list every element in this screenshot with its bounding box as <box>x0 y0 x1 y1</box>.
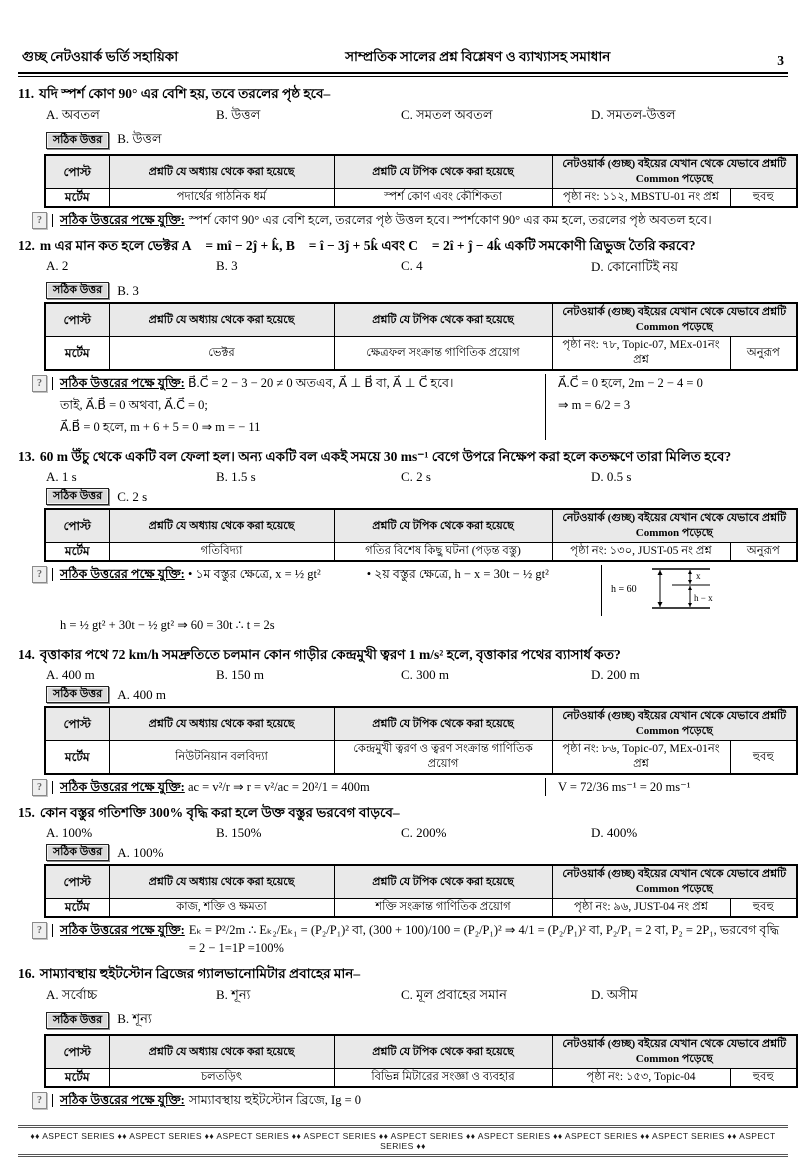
table-post-label: মর্টেম <box>45 899 109 918</box>
question-body: কোন বস্তুর গতিশক্তি 300% বৃদ্ধি করা হলে উক্ত বস্তুর ভরবেগ বাড়বে– <box>39 805 400 820</box>
question-number: 15. <box>18 805 35 820</box>
table-source-cell: পৃষ্ঠা নং: ৭৮, Topic-07, MEx-01নং প্রশ্ন <box>552 337 730 371</box>
table-source-header: নেটওয়ার্ক (গুচ্ছ) বইয়ের যেখান থেকে যেভাবে প্রশ্নটি Common পড়েছে <box>552 303 797 337</box>
table-post-label: মর্টেম <box>45 741 109 775</box>
reasoning-bullet-1: • ১ম বস্তুর ক্ষেত্রে, x = ½ gt² <box>187 567 321 581</box>
table-common-cell: হুবহু <box>730 741 797 775</box>
option-c: C. মূল প্রবাহের সমান <box>401 987 507 1002</box>
reasoning-text: সাম্যাবস্থায় হুইটস্টোন ব্রিজে, Ig = 0 <box>188 1093 361 1107</box>
figure-hx-label: h − x <box>693 593 713 603</box>
divider-mark <box>52 214 53 227</box>
table-topic-cell: বিভিন্ন মিটারের সংজ্ঞা ও ব্যবহার <box>334 1069 552 1088</box>
option-d: D. কোনোটিই নয় <box>591 259 679 274</box>
option-c: C. সমতল অবতল <box>401 107 493 122</box>
option-a: A. সর্বোচ্চ <box>46 987 98 1002</box>
question-body: যদি স্পর্শ কোণ 90° এর বেশি হয়, তবে তরলের পৃষ্ঠ হবে– <box>39 86 331 101</box>
page-header <box>18 46 788 72</box>
correct-answer-badge: সঠিক উত্তর <box>46 844 109 861</box>
correct-answer-badge: সঠিক উত্তর <box>46 132 109 149</box>
reasoning-left-column <box>60 778 535 796</box>
question-16 <box>18 964 788 1109</box>
reasoning-columns <box>60 374 788 440</box>
reasoning-right-column <box>545 374 788 440</box>
reasoning-label: সঠিক উত্তরের পক্ষে যুক্তি: <box>60 567 185 581</box>
footer-series-text: ♦♦ ASPECT SERIES ♦♦ ASPECT SERIES ♦♦ ASPECT SERIES ♦♦ ASPECT SERIES ♦♦ ASPECT SERIES ♦♦ ASPECT SERIES ♦♦ ASPECT SERIES ♦♦ ASPECT SERIES ♦♦ ASPECT SERIES ♦♦ <box>30 1131 776 1151</box>
table-chapter-header: প্রশ্নটি যে অধ্যায় থেকে করা হয়েছে <box>109 707 334 741</box>
fall-diagram <box>601 565 722 616</box>
option-b: B. 3 <box>216 258 238 273</box>
reasoning-label: সঠিক উত্তরের পক্ষে যুক্তি: <box>60 780 185 794</box>
question-number: 13. <box>18 449 35 464</box>
correct-answer-badge: সঠিক উত্তর <box>46 282 109 299</box>
options-row <box>46 825 788 841</box>
reasoning-block <box>32 921 788 957</box>
table-common-cell: হুবহু <box>730 1069 797 1088</box>
option-b: B. উত্তল <box>216 107 261 122</box>
table-common-cell: হুবহু <box>730 189 797 208</box>
table-source-header: নেটওয়ার্ক (গুচ্ছ) বইয়ের যেখান থেকে যেভাবে প্রশ্নটি Common পড়েছে <box>552 1035 797 1069</box>
option-b: B. 150% <box>216 825 262 840</box>
reasoning-bullet-2: • ২য় বস্তুর ক্ষেত্রে, h − x = 30t − ½ gt² <box>366 567 549 581</box>
table-chapter-cell: পদার্থের গাঠনিক ধর্ম <box>109 189 334 208</box>
table-topic-header: প্রশ্নটি যে টপিক থেকে করা হয়েছে <box>334 1035 552 1069</box>
reasoning-text: ac = v²/r ⇒ r = v²/ac = 20²/1 = 400m <box>187 780 370 794</box>
footer-rule-top-1 <box>18 1125 788 1126</box>
table-chapter-cell: ভেক্টর <box>109 337 334 371</box>
header-rule-thin <box>18 76 788 77</box>
reasoning-label: সঠিক উত্তরের পক্ষে যুক্তি: <box>60 923 185 937</box>
table-post-label: মর্টেম <box>45 189 109 208</box>
divider-mark <box>52 568 53 581</box>
reasoning-line: তাই, A⃗.B⃗ = 0 অথবা, A⃗.C⃗ = 0; <box>60 398 208 412</box>
reasoning-block <box>32 374 788 440</box>
question-meta-table <box>44 154 798 208</box>
question-text <box>18 84 788 103</box>
question-11 <box>18 84 788 229</box>
table-topic-cell: কেন্দ্রমুখী ত্বরণ ও ত্বরণ সংক্রান্ত গাণিতিক প্রয়োগ <box>334 741 552 775</box>
reasoning-final-line: h = ½ gt² + 30t − ½ gt² ⇒ 60 = 30t ∴ t = 2s <box>60 618 275 632</box>
question-meta-table <box>44 1034 798 1088</box>
table-chapter-header: প্রশ্নটি যে অধ্যায় থেকে করা হয়েছে <box>109 303 334 337</box>
question-body: 60 m উঁচু থেকে একটি বল ফেলা হল। অন্য একটি বল একই সময়ে 30 ms⁻¹ বেগে উপরে নিক্ষেপ করা হলে কতক্ষণে তারা মিলিত হবে? <box>39 449 732 464</box>
question-14 <box>18 645 788 796</box>
table-post-header: পোস্ট <box>45 865 109 899</box>
option-d: D. অসীম <box>591 987 638 1002</box>
reasoning-block <box>32 778 788 796</box>
answer-row <box>46 488 788 505</box>
divider-mark <box>52 924 53 937</box>
answer-row <box>46 844 788 861</box>
question-13 <box>18 447 788 638</box>
options-row <box>46 258 788 279</box>
reasoning-line <box>60 374 535 392</box>
table-topic-cell: ক্ষেত্রফল সংক্রান্ত গাণিতিক প্রয়োগ <box>334 337 552 371</box>
table-topic-cell: শক্তি সংক্রান্ত গাণিতিক প্রয়োগ <box>334 899 552 918</box>
reasoning-text: Eₖ = P²/2m ∴ Eₖ₂/Eₖ₁ = (P₂/P₁)² বা, (300 + 100)/100 = (P₂/P₁)² ⇒ 4/1 = (P₂/P₁)² বা, P₂/P₁ = 2 বা, P₂ = 2P₁, ভরবেগ বৃদ্ধি = 2 − 1=1P =100% <box>188 923 780 955</box>
answer-text: B. 3 <box>117 282 139 298</box>
reasoning-line: A⃗.C⃗ = 0 হলে, 2m − 2 − 4 = 0 <box>558 376 703 390</box>
table-post-label: মর্টেম <box>45 543 109 562</box>
option-d: D. সমতল-উত্তল <box>591 107 676 122</box>
table-common-cell: অনুরূপ <box>730 337 797 371</box>
table-topic-header: প্রশ্নটি যে টপিক থেকে করা হয়েছে <box>334 303 552 337</box>
question-15 <box>18 803 788 957</box>
question-text <box>18 645 788 664</box>
table-source-cell: পৃষ্ঠা নং: ৮৬, Topic-07, MEx-01নং প্রশ্ন <box>552 741 730 775</box>
question-meta-table <box>44 706 798 775</box>
reasoning-block <box>32 565 788 638</box>
question-meta-table <box>44 864 798 918</box>
table-post-label: মর্টেম <box>45 337 109 371</box>
reasoning-line: A⃗.B⃗ = 0 হলে, m + 6 + 5 = 0 ⇒ m = − 11 <box>60 420 261 434</box>
table-topic-cell: স্পর্শ কোণ এবং কৌশিকতা <box>334 189 552 208</box>
table-chapter-header: প্রশ্নটি যে অধ্যায় থেকে করা হয়েছে <box>109 155 334 189</box>
table-chapter-header: প্রশ্নটি যে অধ্যায় থেকে করা হয়েছে <box>109 1035 334 1069</box>
table-chapter-cell: চলতড়িৎ <box>109 1069 334 1088</box>
question-text <box>18 803 788 822</box>
answer-text: A. 400 m <box>117 686 166 702</box>
option-c: C. 200% <box>401 825 447 840</box>
table-topic-header: প্রশ্নটি যে টপিক থেকে করা হয়েছে <box>334 707 552 741</box>
table-source-header: নেটওয়ার্ক (গুচ্ছ) বইয়ের যেখান থেকে যেভাবে প্রশ্নটি Common পড়েছে <box>552 707 797 741</box>
table-source-cell: পৃষ্ঠা নং: ১৩০, JUST-05 নং প্রশ্ন <box>552 543 730 562</box>
question-meta-table <box>44 508 798 562</box>
table-topic-cell: গতির বিশেষ কিছু ঘটনা (পড়ন্ত বস্তু) <box>334 543 552 562</box>
answer-text: A. 100% <box>117 844 164 860</box>
reasoning-left-column <box>60 374 535 440</box>
table-source-header: নেটওয়ার্ক (গুচ্ছ) বইয়ের যেখান থেকে যেভাবে প্রশ্নটি Common পড়েছে <box>552 865 797 899</box>
reasoning-label: সঠিক উত্তরের পক্ষে যুক্তি: <box>60 376 185 390</box>
table-topic-header: প্রশ্নটি যে টপিক থেকে করা হয়েছে <box>334 155 552 189</box>
question-text <box>18 236 788 255</box>
reasoning-label: সঠিক উত্তরের পক্ষে যুক্তি: <box>60 1093 185 1107</box>
question-meta-table <box>44 302 798 371</box>
question-number: 11. <box>18 86 35 101</box>
table-chapter-header: প্রশ্নটি যে অধ্যায় থেকে করা হয়েছে <box>109 865 334 899</box>
answer-text: B. উত্তল <box>117 131 162 146</box>
question-mark-icon: ? <box>32 922 47 939</box>
table-source-cell: পৃষ্ঠা নং: ১৫৩, Topic-04 <box>552 1069 730 1088</box>
correct-answer-badge: সঠিক উত্তর <box>46 488 109 505</box>
table-post-header: পোস্ট <box>45 155 109 189</box>
table-post-header: পোস্ট <box>45 707 109 741</box>
question-mark-icon: ? <box>32 212 47 229</box>
reasoning-line: ⇒ m = 6/2 = 3 <box>558 398 631 412</box>
options-row <box>46 106 788 127</box>
question-body: বৃত্তাকার পথে 72 km/h সমদ্রুতিতে চলমান কোন গাড়ীর কেন্দ্রমুখী ত্বরণ 1 m/s² হলে, বৃত্তাকার পথের ব্যাসার্ধ কত? <box>39 647 621 662</box>
fall-diagram-svg <box>610 565 722 611</box>
question-mark-icon: ? <box>32 375 47 392</box>
header-rule-thick <box>18 72 788 74</box>
table-post-header: পোস্ট <box>45 1035 109 1069</box>
answer-row <box>46 282 788 299</box>
table-common-cell: হুবহু <box>730 899 797 918</box>
divider-mark <box>52 377 53 390</box>
question-text <box>18 964 788 983</box>
question-body: সাম্যাবস্থায় হুইটস্টোন ব্রিজের গ্যালভানোমিটার প্রবাহের মান– <box>39 966 361 981</box>
reasoning-text: B⃗.C⃗ = 2 − 3 − 20 ≠ 0 অতএব, A⃗ ⊥ B⃗ বা, A⃗ ⊥ C⃗ হবে। <box>187 376 454 390</box>
reasoning-top-row <box>60 565 788 616</box>
table-chapter-header: প্রশ্নটি যে অধ্যায় থেকে করা হয়েছে <box>109 509 334 543</box>
question-number: 14. <box>18 647 35 662</box>
answer-row <box>46 130 788 151</box>
table-source-header: নেটওয়ার্ক (গুচ্ছ) বইয়ের যেখান থেকে যেভাবে প্রশ্নটি Common পড়েছে <box>552 155 797 189</box>
table-chapter-cell: গতিবিদ্যা <box>109 543 334 562</box>
figure-x-label: x <box>695 571 701 581</box>
option-d: D. 200 m <box>591 667 640 682</box>
question-body: m এর মান কত হলে ভেক্টর A⃗ = mî − 2ĵ + k̂, B⃗ = î − 3ĵ + 5k̂ এবং C⃗ = 2î + ĵ − 4k̂ একটি সমকোণী ত্রিভুজ তৈরি করবে? <box>39 238 696 253</box>
option-a: A. 1 s <box>46 469 77 484</box>
question-number: 12. <box>18 238 35 253</box>
reasoning-content <box>60 565 788 638</box>
table-source-cell: পৃষ্ঠা নং: ১১২, MBSTU-01 নং প্রশ্ন <box>552 189 730 208</box>
option-b: B. শূন্য <box>216 987 251 1002</box>
answer-text: B. শূন্য <box>117 1011 152 1026</box>
option-c: C. 2 s <box>401 469 431 484</box>
question-number: 16. <box>18 966 35 981</box>
option-c: C. 300 m <box>401 667 450 682</box>
options-row <box>46 986 788 1007</box>
table-post-label: মর্টেম <box>45 1069 109 1088</box>
correct-answer-badge: সঠিক উত্তর <box>46 686 109 703</box>
figure-h-label: h = 60 <box>610 584 637 595</box>
question-mark-icon: ? <box>32 779 47 796</box>
option-d: D. 400% <box>591 825 638 840</box>
option-a: A. 2 <box>46 258 69 273</box>
options-row <box>46 667 788 683</box>
option-d: D. 0.5 s <box>591 469 632 484</box>
options-row <box>46 469 788 485</box>
footer-rule-bottom-1 <box>18 1154 788 1155</box>
question-text <box>18 447 788 466</box>
table-source-header: নেটওয়ার্ক (গুচ্ছ) বইয়ের যেখান থেকে যেভাবে প্রশ্নটি Common পড়েছে <box>552 509 797 543</box>
question-mark-icon: ? <box>32 1092 47 1109</box>
correct-answer-badge: সঠিক উত্তর <box>46 1012 109 1029</box>
page-number: 3 <box>777 53 784 68</box>
table-topic-header: প্রশ্নটি যে টপিক থেকে করা হয়েছে <box>334 865 552 899</box>
option-b: B. 150 m <box>216 667 265 682</box>
question-mark-icon: ? <box>32 566 47 583</box>
table-source-cell: পৃষ্ঠা নং: ৯৬, JUST-04 নং প্রশ্ন <box>552 899 730 918</box>
header-left-title: গুচ্ছ নেটওয়ার্ক ভর্তি সহায়িকা <box>22 49 179 64</box>
answer-row <box>46 1010 788 1031</box>
table-topic-header: প্রশ্নটি যে টপিক থেকে করা হয়েছে <box>334 509 552 543</box>
reasoning-block <box>32 211 788 229</box>
table-post-header: পোস্ট <box>45 303 109 337</box>
table-chapter-cell: কাজ, শক্তি ও ক্ষমতা <box>109 899 334 918</box>
reasoning-label: সঠিক উত্তরের পক্ষে যুক্তি: <box>60 213 185 227</box>
reasoning-right-column: V = 72/36 ms⁻¹ = 20 ms⁻¹ <box>545 778 788 796</box>
table-post-header: পোস্ট <box>45 509 109 543</box>
reasoning-block <box>32 1091 788 1109</box>
option-a: A. 400 m <box>46 667 95 682</box>
reasoning-columns <box>60 778 788 796</box>
answer-text: C. 2 s <box>117 488 148 504</box>
reasoning-text: স্পর্শ কোণ 90° এর বেশি হলে, তরলের পৃষ্ঠ উত্তল হবে। স্পর্শকোণ 90° এর কম হলে, তরলের পৃষ্ঠ অবতল হবে। <box>188 213 712 227</box>
divider-mark <box>52 781 53 794</box>
option-a: A. 100% <box>46 825 93 840</box>
option-b: B. 1.5 s <box>216 469 256 484</box>
divider-mark <box>52 1094 53 1107</box>
answer-row <box>46 686 788 703</box>
table-chapter-cell: নিউটনিয়ান বলবিদ্যা <box>109 741 334 775</box>
question-12 <box>18 236 788 440</box>
option-c: C. 4 <box>401 258 423 273</box>
page-footer <box>18 1125 788 1157</box>
table-common-cell: অনুরূপ <box>730 543 797 562</box>
option-a: A. অবতল <box>46 107 100 122</box>
header-center-title: সাম্প্রতিক সালের প্রশ্ন বিশ্লেষণ ও ব্যাখ্যাসহ সমাধান <box>345 49 611 64</box>
